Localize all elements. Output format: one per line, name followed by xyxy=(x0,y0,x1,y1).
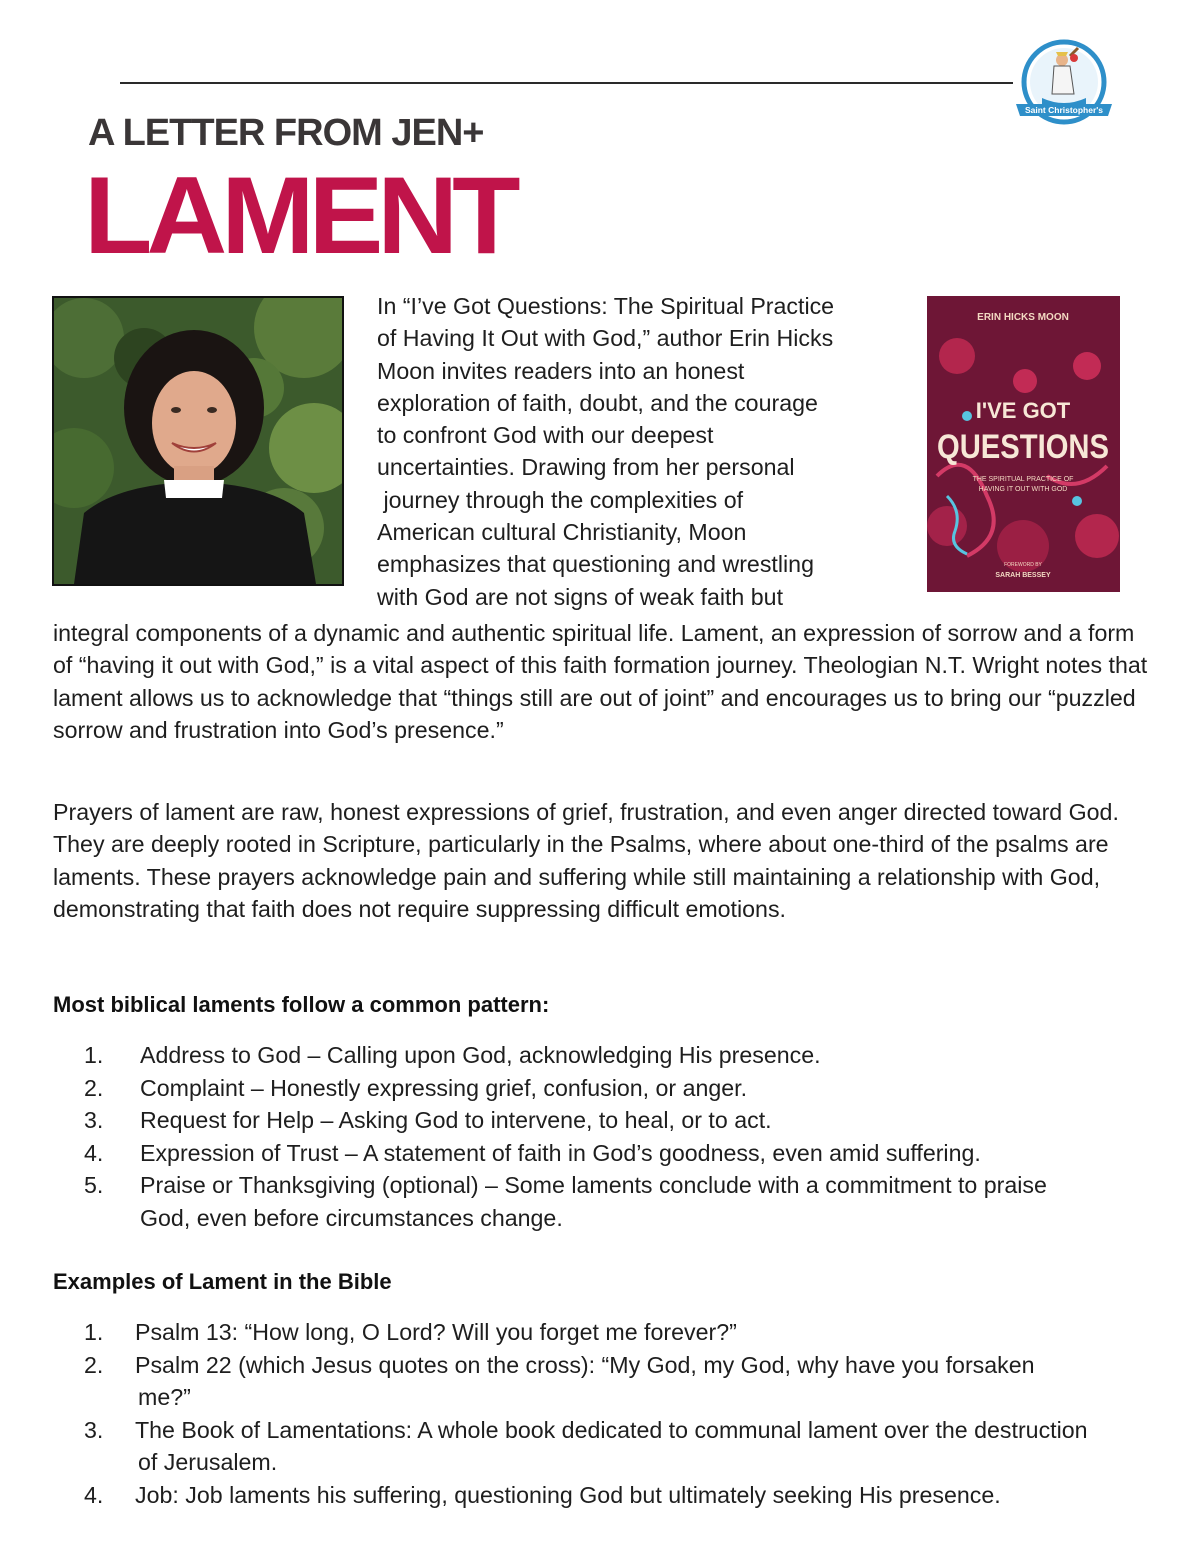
intro-line: American cultural Christianity, Moon xyxy=(377,519,747,546)
list-item xyxy=(53,1316,1153,1349)
list-number: 5. xyxy=(84,1172,104,1198)
examples-list xyxy=(53,1316,1153,1511)
page-title: LAMENT xyxy=(84,154,515,277)
list-text: Request for Help – Asking God to intervene, to heal, or to act. xyxy=(140,1107,772,1133)
intro-line: In “I’ve Got Questions: The Spiritual Practice xyxy=(377,293,835,319)
list-text: Job: Job laments his suffering, questioning God but ultimately seeking His presence. xyxy=(135,1481,1001,1508)
book-subtitle-line2: HAVING IT OUT WITH GOD xyxy=(978,486,1068,493)
list-text: The Book of Lamentations: A whole book dedicated to communal lament over the destruction of Jerusalem. xyxy=(135,1416,1088,1475)
list-item xyxy=(53,1414,1153,1479)
list-number: 4. xyxy=(84,1481,104,1508)
list-text: Expression of Trust – A statement of faith in God’s goodness, even amid suffering. xyxy=(140,1139,981,1166)
list-item xyxy=(53,1104,1153,1137)
list-text: Psalm 13: “How long, O Lord? Will you forget me forever?” xyxy=(135,1319,737,1345)
list-text: Praise or Thanksgiving (optional) – Some laments conclude with a commitment to praise God, even before circumstances change. xyxy=(140,1172,1047,1231)
intro-line: emphasizes that questioning and wrestling xyxy=(377,551,814,578)
list-number: 1. xyxy=(84,1042,104,1068)
list-number: 1. xyxy=(84,1319,104,1345)
list-number: 2. xyxy=(84,1351,104,1378)
intro-line: exploration of faith, doubt, and the courage xyxy=(377,389,818,416)
book-foreword-author: SARAH BESSEY xyxy=(995,572,1051,579)
list-number: 4. xyxy=(84,1139,104,1166)
intro-paragraph xyxy=(377,290,907,613)
list-item xyxy=(53,1072,1153,1105)
list-number: 2. xyxy=(84,1074,104,1101)
list-item xyxy=(53,1349,1153,1414)
book-foreword-label: FOREWORD BY xyxy=(1004,562,1042,568)
list-text: Psalm 22 (which Jesus quotes on the cross): “My God, my God, why have you forsaken me?” xyxy=(135,1351,1035,1410)
intro-line: with God are not signs of weak faith but xyxy=(377,583,784,610)
book-author: ERIN HICKS MOON xyxy=(977,312,1069,323)
list-number: 3. xyxy=(84,1416,104,1443)
saint-christophers-logo xyxy=(1012,38,1120,130)
author-portrait-photo xyxy=(52,296,344,586)
list-text: Address to God – Calling upon God, acknowledging His presence. xyxy=(140,1042,821,1068)
book-cover-image xyxy=(927,296,1120,592)
pattern-list xyxy=(53,1039,1153,1234)
intro-continuation: integral components of a dynamic and authentic spiritual life. Lament, an expression of sorrow and a form of “having it out with God,” is a vital aspect of this faith formation journey. Theologian N.T. Wright notes that lament allows us to acknowledge that “things still are out of joint” and encourages us to bring our “puzzled sorrow and frustration into God’s presence.” xyxy=(53,620,1148,743)
pattern-heading: Most biblical laments follow a common pattern: xyxy=(53,992,550,1017)
lament-prayers-paragraph: Prayers of lament are raw, honest expressions of grief, frustration, and even anger directed toward God. They are deeply rooted in Scripture, particularly in the Psalms, where about one-third of the psalms are laments. These prayers acknowledge pain and suffering while still maintaining a relationship with God, demonstrating that faith does not require suppressing difficult emotions. xyxy=(53,799,1119,922)
list-item xyxy=(53,1039,1153,1072)
list-text: Complaint – Honestly expressing grief, confusion, or anger. xyxy=(140,1074,748,1101)
book-title-line1: I'VE GOT xyxy=(975,398,1071,423)
list-item xyxy=(53,1169,1153,1234)
intro-line: to confront God with our deepest xyxy=(377,422,714,449)
book-title-line2: QUESTIONS xyxy=(937,428,1109,466)
list-item xyxy=(53,1479,1153,1512)
logo-text: Saint Christopher's xyxy=(1024,105,1104,115)
intro-line: of Having It Out with God,” author Erin Hicks xyxy=(377,325,834,352)
book-subtitle-line1: THE SPIRITUAL PRACTICE OF xyxy=(972,476,1074,483)
list-item xyxy=(53,1137,1153,1170)
letter-kicker: A LETTER FROM JEN+ xyxy=(88,112,484,154)
intro-line: Moon invites readers into an honest xyxy=(377,357,745,384)
intro-line: uncertainties. Drawing from her personal xyxy=(377,454,795,481)
header-rule xyxy=(120,82,1013,84)
intro-line: journey through the complexities of xyxy=(377,486,744,513)
examples-heading: Examples of Lament in the Bible xyxy=(53,1269,392,1294)
list-number: 3. xyxy=(84,1107,104,1133)
